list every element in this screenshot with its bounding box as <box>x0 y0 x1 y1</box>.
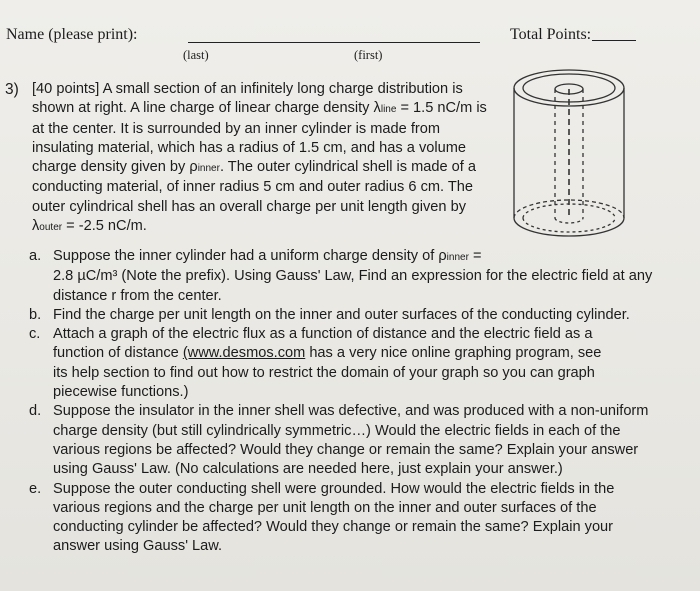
intro-line-lambda <box>32 99 502 119</box>
part-line: Suppose the outer conducting shell were grounded. How would the electric fields in the <box>53 480 615 497</box>
rho-inner-tail: . The outer cylindrical shell is made of a <box>219 159 477 176</box>
part-line: 2.8 µC/m³ (Note the prefix). Using Gauss' Law, Find an expression for the electric field at any <box>53 268 653 285</box>
lambda-symbol: λ <box>373 100 381 117</box>
part-line: various regions and the charge per unit length on the inner and outer surfaces of the <box>53 499 597 516</box>
part-text: has a very nice online graphing program, see <box>305 345 602 362</box>
part-line: conducting cylinder be affected? Would they change or remain the same? Explain your <box>53 519 614 536</box>
rho-symbol: ρ <box>438 248 447 264</box>
lambda-line-value: = 1.5 nC/m is <box>396 100 487 117</box>
part-d <box>29 402 689 479</box>
intro-line: insulating material, which has a radius of 1.5 cm, and has a volume <box>32 139 466 156</box>
rho-symbol: ρ <box>189 159 198 176</box>
first-name-label: (first) <box>354 48 383 62</box>
intro-line-rho <box>32 158 502 178</box>
part-b <box>29 306 689 325</box>
part-line <box>53 344 689 363</box>
part-line: charge density (but still cylindrically symmetric…) Would the electric fields in each of the <box>53 422 621 439</box>
part-label: c. <box>29 326 41 343</box>
part-text: function of distance <box>53 345 179 362</box>
part-label: b. <box>29 306 42 323</box>
part-label: e. <box>29 480 42 497</box>
part-line <box>53 247 689 267</box>
intro-text: shown at right. A line charge of linear charge density <box>32 100 370 117</box>
part-line: answer using Gauss' Law. <box>53 538 223 555</box>
intro-line: at the center. It is surrounded by an inner cylinder is made from <box>32 120 441 137</box>
part-line: piecewise functions.) <box>53 384 189 401</box>
part-text: = <box>468 248 482 264</box>
rho-inner-subscript: inner <box>446 252 469 263</box>
desmos-link[interactable]: (www.desmos.com <box>182 345 306 362</box>
lambda-line-subscript: line <box>380 104 397 116</box>
part-line: Find the charge per unit length on the inner and outer surfaces of the conducting cylinder. <box>53 306 630 323</box>
name-label: Name (please print): <box>6 26 138 43</box>
outer-top-inner-ellipse <box>523 74 615 102</box>
lambda-outer-subscript: outer <box>39 222 63 234</box>
part-line: using Gauss' Law. (No calculations are needed here, just explain your answer.) <box>53 461 563 478</box>
intro-line: [40 points] A small section of an infinitely long charge distribution is <box>32 81 463 97</box>
intro-line-lambda-outer <box>32 217 502 237</box>
part-label: d. <box>29 403 42 420</box>
part-line: Attach a graph of the electric flux as a function of distance and the electric field as a <box>53 326 593 343</box>
part-label: a. <box>29 248 42 264</box>
question-intro <box>32 80 502 237</box>
total-points-label: Total Points: <box>510 26 592 43</box>
cylinder-diagram <box>506 66 632 254</box>
part-line: distance r from the center. <box>53 287 222 304</box>
intro-text: charge density given by <box>32 159 186 176</box>
name-write-line[interactable] <box>188 42 480 43</box>
lambda-outer-value: = -2.5 nC/m. <box>62 218 147 235</box>
total-points-line[interactable] <box>592 40 636 41</box>
part-e <box>29 480 689 557</box>
outer-bottom-front <box>514 218 624 236</box>
question-parts <box>29 247 689 557</box>
lambda-symbol: λ <box>32 218 40 235</box>
inner-cylinder-bottom <box>555 218 583 223</box>
question-number: 3) <box>5 81 19 98</box>
rho-inner-subscript: inner <box>197 163 220 175</box>
part-line: Suppose the insulator in the inner shell was defective, and was produced with a non-uniform <box>53 403 649 420</box>
part-c <box>29 325 689 402</box>
last-name-label: (last) <box>183 48 209 62</box>
part-a <box>29 247 689 306</box>
part-line: various regions be affected? Would they change or remain the same? Explain your answer <box>53 441 639 458</box>
part-text: Suppose the inner cylinder had a uniform charge density of <box>53 248 435 264</box>
part-line: its help section to find out how to restrict the domain of your graph so you can graph <box>53 364 595 381</box>
intro-line: outer cylindrical shell has an overall charge per unit length given by <box>32 198 467 215</box>
intro-line: conducting material, of inner radius 5 cm and outer radius 6 cm. The <box>32 179 474 196</box>
